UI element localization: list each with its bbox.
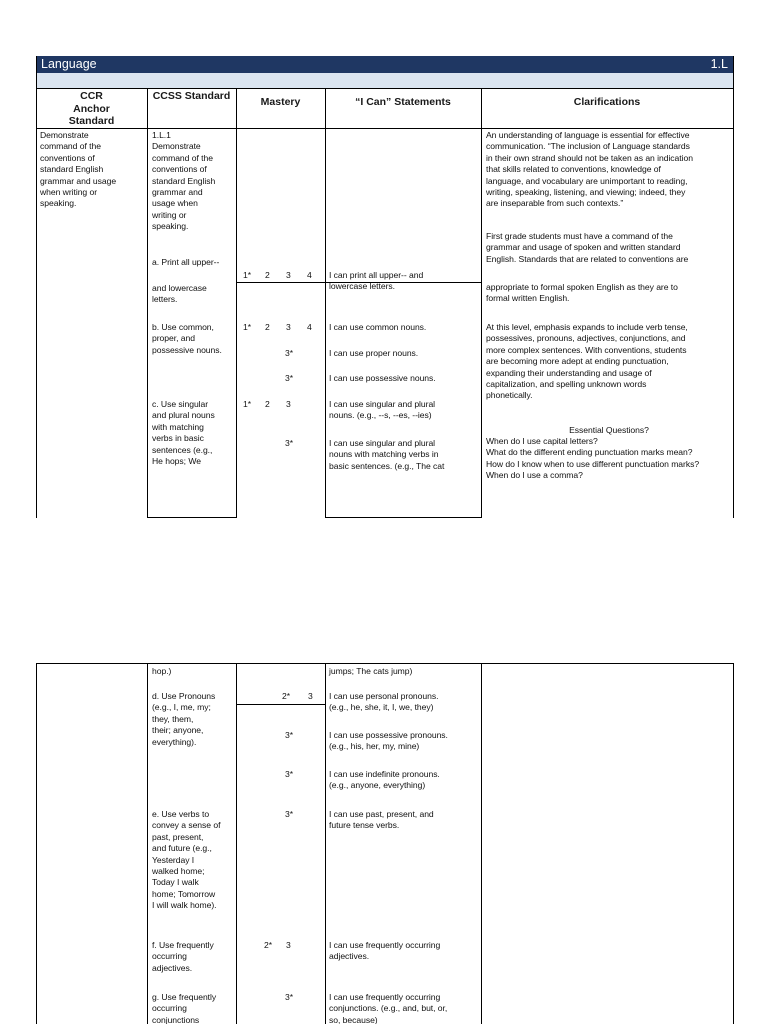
i-can-g: I can use frequently occurring conjunctions. (e.g., and, but, or, so, because): [329, 992, 448, 1024]
standard-intro: 1.L.1 Demonstrate command of the conventions of standard English grammar and usage when writing or speaking.: [152, 130, 216, 232]
clarification-intro: An understanding of language is essential for effective communication. “The inclusion of Language standards in their own strand should not be taken as an indication that skills related to conventions, knowledge of language, and vocabulary are unimportant to reading, writing, speaking, listening, and viewing; indeed, they are inseparable from such contexts.”: [486, 130, 693, 209]
table-border-top: [36, 663, 733, 664]
column-divider: [236, 88, 237, 518]
mastery-value: 3*: [285, 348, 294, 358]
essential-questions-title: Essential Questions?: [569, 425, 649, 435]
mastery-value: 3*: [285, 373, 294, 383]
mastery-value: 3: [308, 691, 313, 701]
column-divider: [236, 663, 237, 1024]
mastery-value: 2: [265, 322, 270, 332]
i-can-c-end: jumps; The cats jump): [329, 666, 413, 676]
column-divider: [481, 663, 482, 1024]
i-can-b2: I can use proper nouns.: [329, 348, 419, 358]
mastery-value: 3*: [285, 769, 294, 779]
clarification-emphasis: At this level, emphasis expands to include verb tense, possessives, pronouns, adjectives, conjunctions, and more complex sentences. With conventions, students are becoming more adept at ending punctuation, expanding their understanding and usage of capitalization, and spelling unknown words phonetically.: [486, 322, 688, 401]
mastery-value: 3*: [285, 438, 294, 448]
standard-d: d. Use Pronouns (e.g., I, me, my; they, them, their; anyone, everything).: [152, 691, 216, 747]
header-ccss-standard: CCSS Standard: [152, 90, 231, 102]
mastery-value: 2*: [264, 940, 273, 950]
standard-a-part2: and lowercase letters.: [152, 283, 207, 305]
header-i-can: “I Can” Statements: [355, 96, 451, 108]
mastery-value: 1*: [243, 399, 252, 409]
column-divider: [147, 663, 148, 1024]
column-bottom: [147, 517, 236, 518]
header-ccr-anchor: CCR Anchor Standard: [68, 90, 115, 127]
table-border-top: [36, 88, 733, 89]
i-can-d3: I can use indefinite pronouns. (e.g., anyone, everything): [329, 769, 440, 791]
i-can-d1: I can use personal pronouns. (e.g., he, she, it, I, we, they): [329, 691, 439, 713]
mastery-value: 3: [286, 270, 291, 280]
mastery-value: 3: [286, 940, 291, 950]
header-clarifications: Clarifications: [573, 96, 641, 108]
table-border-right: [733, 56, 734, 518]
i-can-e: I can use past, present, and future tense verbs.: [329, 809, 434, 831]
mastery-value: 1*: [243, 322, 252, 332]
section-title-bar: [36, 56, 733, 73]
mastery-value: 3*: [285, 992, 294, 1002]
standard-code: 1.L: [710, 57, 728, 71]
i-can-f: I can use frequently occurring adjectives.: [329, 940, 441, 962]
mastery-value: 3*: [285, 730, 294, 740]
mastery-value: 3: [286, 399, 291, 409]
column-divider: [325, 663, 326, 1024]
anchor-standard-text: Demonstrate command of the conventions of standard English grammar and usage when writing or speaking.: [40, 130, 117, 209]
i-can-b1: I can use common nouns.: [329, 322, 427, 332]
mastery-value: 3*: [285, 809, 294, 819]
i-can-d2: I can use possessive pronouns. (e.g., his, her, my, mine): [329, 730, 448, 752]
i-can-c2: I can use singular and plural nouns with matching verbs in basic sentences. (e.g., The cat: [329, 438, 445, 471]
mastery-value: 1*: [243, 270, 252, 280]
mastery-value: 4: [307, 322, 312, 332]
standard-g: g. Use frequently occurring conjunctions: [152, 992, 217, 1024]
header-mastery: Mastery: [260, 96, 301, 108]
standard-b: b. Use common, proper, and possessive nouns.: [152, 322, 222, 355]
table-border-left: [36, 663, 37, 1024]
table-border-right: [733, 663, 734, 1024]
column-divider: [481, 88, 482, 518]
column-divider: [325, 88, 326, 518]
i-can-b3: I can use possessive nouns.: [329, 373, 436, 383]
i-can-c1: I can use singular and plural nouns. (e.g., --s, --es, --ies): [329, 399, 436, 421]
standard-c: c. Use singular and plural nouns with matching verbs in basic sentences (e.g., He hops; We: [152, 399, 215, 467]
standard-a-part1: a. Print all upper--: [152, 257, 220, 267]
column-divider: [147, 88, 148, 518]
clarification-formal: appropriate to formal spoken English as they are to formal written English.: [486, 282, 678, 304]
clarification-grade: First grade students must have a command of the grammar and usage of spoken and written standard English. Standards that are related to conventions are: [486, 231, 689, 264]
header-row-divider: [36, 128, 733, 129]
standard-e: e. Use verbs to convey a sense of past, present, and future (e.g., Yesterday I walked home; Today I walk home; Tomorrow I will walk home).: [152, 809, 221, 911]
mastery-value: 2: [265, 270, 270, 280]
mastery-value: 3: [286, 322, 291, 332]
standard-c-end: hop.): [152, 666, 172, 676]
mastery-value: 2: [265, 399, 270, 409]
subject-title: Language: [41, 57, 97, 71]
sub-header-band: [36, 73, 733, 88]
mastery-value: 4: [307, 270, 312, 280]
standard-f: f. Use frequently occurring adjectives.: [152, 940, 214, 973]
column-bottom: [325, 517, 481, 518]
i-can-a: I can print all upper-- and lowercase letters.: [329, 270, 424, 292]
essential-questions-list: When do I use capital letters? What do the different ending punctuation marks mean? How do I know when to use different punctuation marks? When do I use a comma?: [486, 436, 700, 481]
row-divider: [236, 704, 325, 705]
mastery-value: 2*: [282, 691, 291, 701]
